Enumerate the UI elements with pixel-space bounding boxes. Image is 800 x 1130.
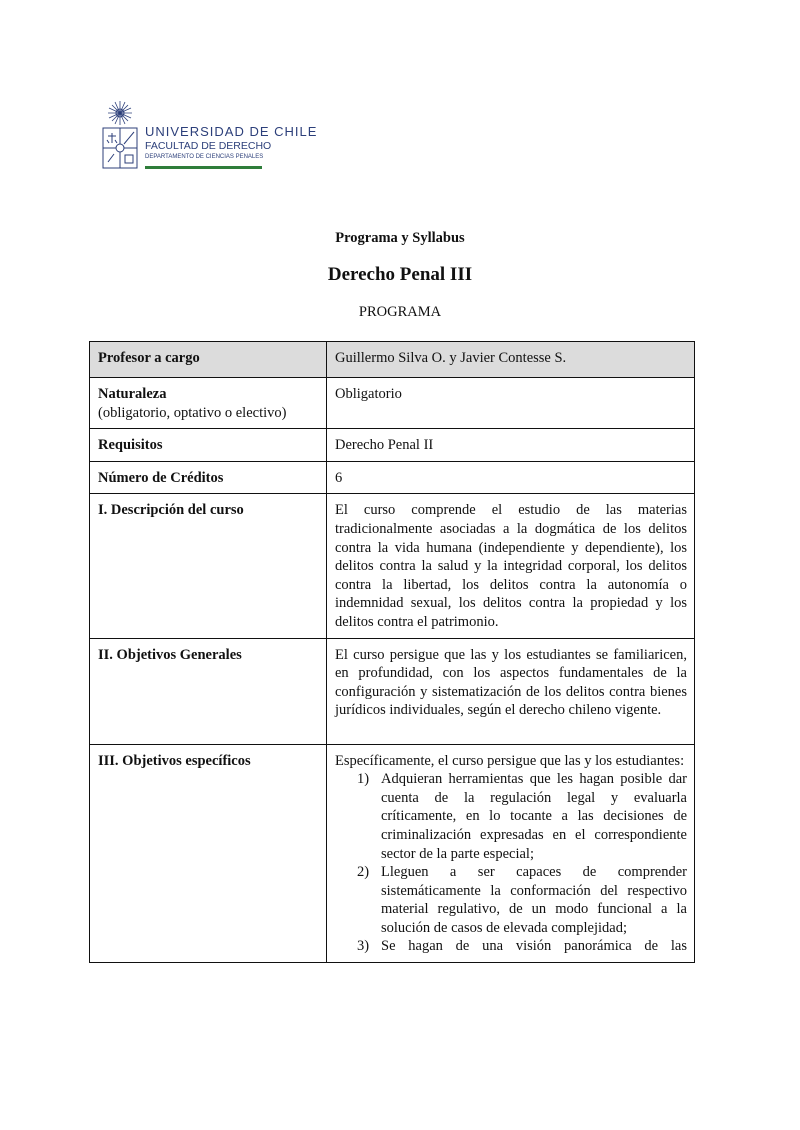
row-value: Obligatorio: [327, 378, 695, 429]
row-value: El curso persigue que las y los estudiantes se familiaricen, en profundidad, con los aspectos fundamentales de la configuración y sistematización de los delitos contra bienes jurídicos individuales, según el derecho chileno vigente.: [327, 638, 695, 744]
table-row: [90, 744, 695, 963]
department-name: DEPARTAMENTO DE CIENCIAS PENALES: [145, 154, 264, 160]
table-row: [90, 494, 695, 638]
row-value: Guillermo Silva O. y Javier Contesse S.: [327, 342, 695, 378]
row-label: III. Objetivos específicos: [98, 752, 251, 769]
item-text: Se hagan de una visión panorámica de las: [381, 938, 687, 955]
faculty-name: FACULTAD DE DERECHO: [145, 140, 272, 152]
list-item: [335, 770, 687, 863]
course-title: Derecho Penal III: [327, 264, 473, 285]
row-label: Requisitos: [98, 437, 163, 454]
crest-icon: [98, 100, 146, 172]
row-label: Número de Créditos: [98, 469, 224, 486]
university-name: UNIVERSIDAD DE CHILE: [145, 124, 318, 139]
list-item: [335, 937, 687, 956]
list-item: [335, 863, 687, 937]
green-rule: [145, 166, 262, 169]
objectives-list: [335, 770, 687, 956]
item-number: 3): [357, 938, 370, 955]
program-table: [89, 341, 695, 963]
section-title: PROGRAMA: [358, 304, 442, 320]
row-value: Derecho Penal II: [327, 429, 695, 462]
row-value: Específicamente, el curso persigue que las y los estudiantes:: [335, 752, 685, 769]
item-text: Adquieran herramientas que les hagan posible dar cuenta de la regulación legal y evaluarla críticamente, en lo tocante a las decisiones de criminalización expresadas en el correspondiente sector de la parte especial;: [381, 771, 687, 862]
row-label: I. Descripción del curso: [98, 502, 244, 519]
item-text: Lleguen a ser capaces de comprender sistemáticamente la conformación del respectivo material regulativo, de un modo funcional a la solución de casos de elevada complejidad;: [381, 864, 687, 936]
row-value: El curso comprende el estudio de las materias tradicionalmente asociadas a la dogmática de los delitos contra la vida humana (independiente y dependiente), los delitos contra la salud y la integridad corporal, los delitos contra la libertad, los delitos contra la autonomía o indemnidad sexual, los delitos contra la propiedad y los delitos contra el patrimonio.: [327, 494, 695, 638]
item-number: 2): [357, 864, 370, 881]
table-row: [90, 461, 695, 494]
row-label: Profesor a cargo: [98, 350, 200, 366]
row-label: Naturaleza: [98, 386, 167, 402]
row-sublabel: (obligatorio, optativo o electivo): [98, 404, 287, 421]
table-row: [90, 378, 695, 429]
item-number: 1): [357, 771, 370, 788]
table-row: [90, 342, 695, 378]
document-kicker: Programa y Syllabus: [335, 230, 465, 246]
table-row: [90, 429, 695, 462]
row-label: II. Objetivos Generales: [98, 646, 242, 663]
row-value: 6: [327, 461, 695, 494]
table-row: [90, 638, 695, 744]
